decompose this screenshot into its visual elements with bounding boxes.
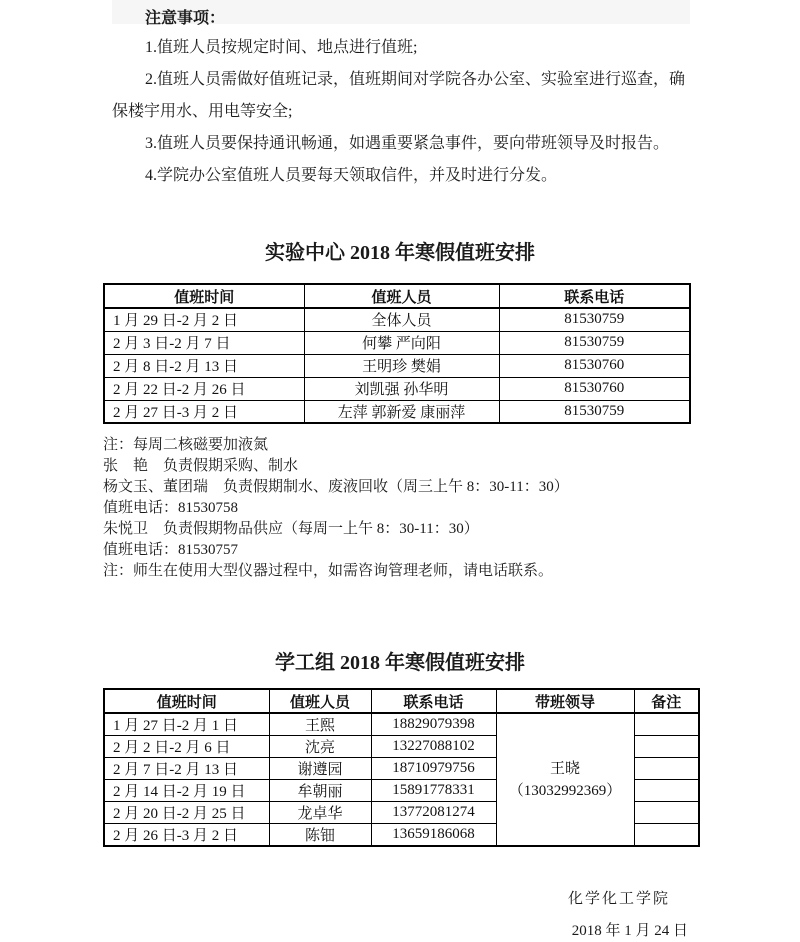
lab-center-notes <box>103 435 800 582</box>
note-line: 值班电话：81530758 <box>103 500 239 516</box>
remark-cell <box>634 802 699 824</box>
signature-block <box>0 889 800 941</box>
table-header-row <box>104 284 690 308</box>
table-cell: 1 月 27 日-2 月 1 日 <box>104 713 269 736</box>
student-group-title: 学工组 2018 年寒假值班安排 <box>275 652 525 674</box>
notice-section <box>0 0 800 192</box>
table-row <box>104 308 690 331</box>
leader-cell <box>496 713 634 846</box>
table-cell: 81530759 <box>499 331 690 354</box>
remark-cell <box>634 780 699 802</box>
remark-cell <box>634 824 699 847</box>
note-line: 朱悦卫 负责假期物品供应（每周一上午 8：30-11：30） <box>103 521 479 537</box>
table-cell: 1 月 29 日-2 月 2 日 <box>104 308 304 331</box>
remark-cell <box>634 736 699 758</box>
column-header: 带班领导 <box>496 689 634 713</box>
column-header: 值班时间 <box>104 284 304 308</box>
table-cell: 2 月 20 日-2 月 25 日 <box>104 802 269 824</box>
note-line: 杨文玉、董团瑞 负责假期制水、废液回收（周三上午 8：30-11：30） <box>103 479 569 495</box>
note-line: 张 艳 负责假期采购、制水 <box>103 458 299 474</box>
student-group-table <box>103 688 700 847</box>
notice-item: 3.值班人员要保持通讯畅通，如遇重要紧急事件，要向带班领导及时报告。 <box>145 135 670 152</box>
table-cell: 18710979756 <box>371 758 496 780</box>
table-cell: 王熙 <box>269 713 371 736</box>
column-header: 值班时间 <box>104 689 269 713</box>
table-row <box>104 354 690 377</box>
notice-heading: 注意事项： <box>145 10 226 27</box>
column-header: 值班人员 <box>304 284 499 308</box>
table-cell: 18829079398 <box>371 713 496 736</box>
student-group-table-head <box>104 689 699 713</box>
remark-cell <box>634 713 699 736</box>
table-row <box>104 331 690 354</box>
table-cell: 15891778331 <box>371 780 496 802</box>
column-header: 备注 <box>634 689 699 713</box>
column-header: 值班人员 <box>269 689 371 713</box>
table-cell: 81530760 <box>499 377 690 400</box>
table-cell: 81530759 <box>499 400 690 423</box>
table-row <box>104 400 690 423</box>
table-cell: 刘凯强 孙华明 <box>304 377 499 400</box>
table-cell: 2 月 26 日-3 月 2 日 <box>104 824 269 847</box>
lab-center-title: 实验中心 2018 年寒假值班安排 <box>265 242 535 264</box>
table-cell: 2 月 27 日-3 月 2 日 <box>104 400 304 423</box>
note-line: 注：师生在使用大型仪器过程中，如需咨询管理老师，请电话联系。 <box>103 563 554 579</box>
table-cell: 81530760 <box>499 354 690 377</box>
table-cell: 2 月 7 日-2 月 13 日 <box>104 758 269 780</box>
table-cell: 龙卓华 <box>269 802 371 824</box>
student-group-table-body <box>104 713 699 846</box>
leader-name: 王晓 <box>549 760 580 777</box>
table-cell: 13772081274 <box>371 802 496 824</box>
note-line: 值班电话：81530757 <box>103 542 239 558</box>
table-cell: 何攀 严向阳 <box>304 331 499 354</box>
lab-center-table-head <box>104 284 690 308</box>
table-cell: 13659186068 <box>371 824 496 847</box>
table-cell: 2 月 2 日-2 月 6 日 <box>104 736 269 758</box>
table-cell: 2 月 8 日-2 月 13 日 <box>104 354 304 377</box>
notice-item: 2.值班人员需做好值班记录，值班期间对学院各办公室、实验室进行巡查，确保楼宇用水、用电等安全; <box>112 71 686 120</box>
table-cell: 王明珍 樊娟 <box>304 354 499 377</box>
column-header: 联系电话 <box>371 689 496 713</box>
table-cell: 13227088102 <box>371 736 496 758</box>
table-cell: 牟朝丽 <box>269 780 371 802</box>
table-cell: 2 月 14 日-2 月 19 日 <box>104 780 269 802</box>
lab-center-table <box>103 283 691 424</box>
signature-date: 2018 年 1 月 24 日 <box>571 923 688 939</box>
table-row <box>104 713 699 736</box>
remark-cell <box>634 758 699 780</box>
leader-phone: （13032992369） <box>508 782 622 799</box>
table-cell: 左萍 郭新爱 康丽萍 <box>304 400 499 423</box>
table-row <box>104 377 690 400</box>
signature-org: 化学化工学院 <box>567 891 670 907</box>
column-header: 联系电话 <box>499 284 690 308</box>
table-cell: 81530759 <box>499 308 690 331</box>
note-line: 注：每周二核磁要加液氮 <box>103 437 269 453</box>
table-cell: 谢遵园 <box>269 758 371 780</box>
table-cell: 沈亮 <box>269 736 371 758</box>
table-cell: 全体人员 <box>304 308 499 331</box>
table-cell: 2 月 3 日-2 月 7 日 <box>104 331 304 354</box>
lab-center-table-body <box>104 308 690 423</box>
notice-item: 1.值班人员按规定时间、地点进行值班; <box>145 39 418 56</box>
table-cell: 2 月 22 日-2 月 26 日 <box>104 377 304 400</box>
table-cell: 陈钿 <box>269 824 371 847</box>
table-header-row <box>104 689 699 713</box>
notice-items <box>112 32 690 192</box>
notice-item: 4.学院办公室值班人员要每天领取信件，并及时进行分发。 <box>145 167 558 184</box>
